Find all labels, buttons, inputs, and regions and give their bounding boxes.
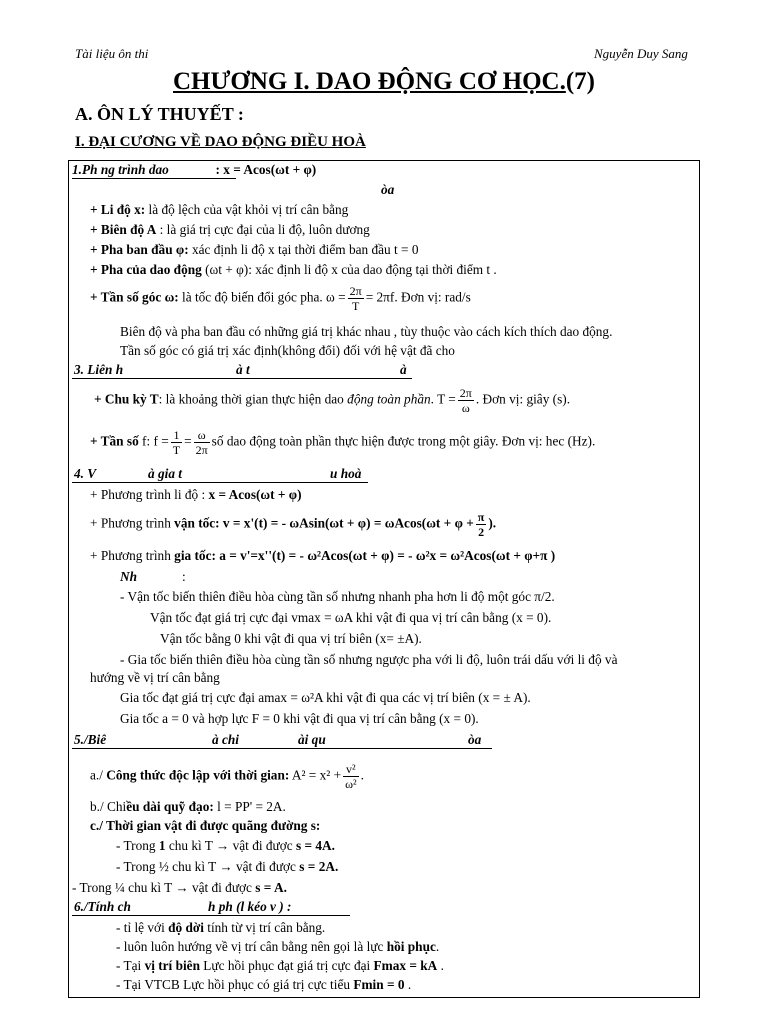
- fraction-num: 1: [171, 428, 182, 443]
- fraction-num: ω: [194, 428, 210, 443]
- s4-a1b: hướng về vị trí cân bằng: [90, 670, 220, 685]
- pha-ban-dau-text: xác định li độ x tại thời điểm ban đầu t = 0: [188, 242, 419, 257]
- s6-l3-mid: Lực hồi phục đạt giá trị cực đại: [199, 958, 374, 973]
- bien-do-text: : là giá trị cực đại của li độ, luôn dương: [156, 222, 370, 237]
- s1-heading: [72, 162, 316, 178]
- chu-ky-eq: . T =: [430, 391, 456, 407]
- s1-li-do: [90, 202, 348, 218]
- tan-so-goc-fraction: [348, 284, 364, 313]
- tan-so-label: + Tần số: [90, 433, 139, 449]
- fraction-den: T: [352, 299, 360, 313]
- fraction-num: v²: [343, 762, 359, 777]
- s6-l2-pre: - luôn luôn hướng về vị trí cân bằng nên gọi là lực: [116, 939, 387, 954]
- s4-v1: - Vận tốc biến thiên điều hòa cùng tần số nhưng nhanh pha hơn li độ một góc π/2.: [120, 589, 555, 604]
- s4-heading-a: 4. V: [74, 466, 97, 481]
- s5-c-label: c./ Thời gian vật đi được quãng đường s:: [90, 818, 321, 833]
- s4-line2-fraction: [476, 510, 487, 539]
- s5-c3-end: s = A.: [255, 880, 287, 895]
- s1-heading-formula: : x = Acos(ωt + φ): [215, 162, 317, 177]
- s6-l4-tail: .: [404, 977, 412, 992]
- s4-v3: Vận tốc bằng 0 khi vật đi qua vị trí biên (x= ±A).: [160, 631, 422, 646]
- s4-line2-bold2: : v = x'(t) = - ωAsin(ωt + φ) = ωAcos(ωt + φ +: [215, 515, 474, 531]
- s5-b-pre: b./ Chi: [90, 799, 127, 814]
- s3-tan-so: [90, 428, 595, 457]
- s6-heading-b: h ph (l kéo v ) :: [208, 899, 292, 914]
- s6-l2: [116, 939, 439, 955]
- s1-tan-so-goc: [90, 284, 471, 313]
- section-a-heading: A. ÔN LÝ THUYẾT :: [75, 104, 244, 124]
- s4-v2: Vận tốc đạt giá trị cực đại vmax = ωA khi vật đi qua vị trí cân bằng (x = 0).: [150, 610, 552, 625]
- chu-ky-tail: . Đơn vị: giây (s).: [475, 391, 571, 407]
- header-left: Tài liệu ôn thi: [75, 46, 149, 61]
- s6-l2-tail: .: [435, 939, 440, 954]
- s3-heading-a: 3. Liên h: [74, 362, 124, 377]
- s4-line2-tail: ).: [488, 515, 497, 531]
- chu-ky-italic: động toàn phần: [347, 391, 431, 407]
- s5-c2-pre: - Trong ½ chu kì T → vật đi được: [116, 859, 300, 874]
- tan-so-goc-tail: = 2πf. Đơn vị: rad/s: [365, 289, 471, 305]
- s5-c1-mid: chu kì T → vật đi được: [165, 838, 296, 853]
- s5-a-tail: .: [360, 767, 364, 783]
- s4-heading-c: u hoà: [330, 466, 362, 481]
- s4-line3-bold1: gia tốc: [174, 548, 212, 563]
- s6-l4-pre: - Tại VTCB Lực hồi phục có giá trị cực tiểu: [116, 977, 354, 992]
- s5-heading-a: 5./Biê: [74, 732, 107, 747]
- s4-a2: Gia tốc đạt giá trị cực đại amax = ω²A khi vật đi qua các vị trí biên (x = ± A).: [120, 690, 531, 705]
- s1-note1: Biên độ và pha ban đầu có những giá trị khác nhau , tùy thuộc vào cách kích thích dao động.: [120, 324, 613, 339]
- s6-l1-pre: - tỉ lệ với: [116, 920, 169, 935]
- s5-c1: [116, 838, 335, 854]
- s4-line2-pre: + Phương trình: [90, 515, 175, 531]
- li-do-text: là độ lệch của vật khỏi vị trí cân bằng: [145, 202, 349, 217]
- s6-l3-tail: .: [437, 958, 444, 973]
- s5-heading-d: òa: [468, 732, 482, 747]
- fraction-den: T: [172, 443, 181, 457]
- s5-c1-end: s = 4A.: [295, 838, 335, 853]
- s4-line3-bold2: : a = v'=x''(t) = - ω²Acos(ωt + φ) = - ω²x = ω²Acos(ωt + φ+π ): [211, 548, 556, 563]
- s5-b: [90, 799, 286, 815]
- pha-text: (ωt + φ): xác định li độ x của dao động tại thời điểm t .: [201, 262, 497, 277]
- s4-a3: Gia tốc a = 0 và hợp lực F = 0 khi vật đi qua vị trí cân bằng (x = 0).: [120, 711, 479, 726]
- s4-line2-bold1: vận tốc: [174, 515, 216, 531]
- tan-so-fraction-2: [194, 428, 210, 457]
- pha-ban-dau-label: + Pha ban đầu φ:: [90, 242, 189, 257]
- s5-a-fraction: [343, 762, 359, 791]
- s5-b-label: ều dài quỹ đạo:: [126, 799, 214, 814]
- s4-line3-pre: + Phương trình: [90, 548, 175, 563]
- s4-line1-pre: + Phương trình li độ :: [90, 487, 209, 502]
- s6-l1-bold: độ dời: [168, 920, 204, 935]
- s3-heading-b: à t: [236, 362, 250, 377]
- s6-l1-tail: tính từ vị trí cân bằng.: [203, 920, 326, 935]
- s6-l4-bold: Fmin = 0: [353, 977, 405, 992]
- s5-heading-underline: [72, 748, 492, 749]
- s1-heading-tail: òa: [381, 182, 395, 197]
- s3-chu-ky: [94, 386, 570, 415]
- chu-ky-label: + Chu kỳ T: [94, 391, 159, 407]
- s6-heading-underline: [72, 915, 350, 916]
- s1-pha: [90, 262, 497, 278]
- s6-l3: [116, 958, 444, 974]
- s5-a-label: Công thức độc lập với thời gian:: [106, 767, 290, 783]
- s1-heading-label: 1.Ph ng trình dao: [72, 162, 169, 177]
- li-do-label: + Li độ x:: [90, 202, 146, 217]
- tan-so-tail: số dao động toàn phần thực hiện được trong một giây. Đơn vị: hec (Hz).: [211, 433, 596, 449]
- s4-nh-a: Nh: [120, 569, 137, 584]
- s5-c3: [72, 880, 287, 896]
- bien-do-label: + Biên độ A: [90, 222, 157, 237]
- fraction-den: ω: [461, 401, 470, 415]
- fraction-den: ω²: [345, 777, 357, 791]
- s6-l2-bold: hồi phục: [386, 939, 436, 954]
- s6-l3-bold1: vị trí biên: [144, 958, 200, 973]
- tan-so-eq: =: [184, 433, 192, 449]
- fraction-num: 2π: [459, 386, 472, 400]
- s1-pha-ban-dau: [90, 242, 418, 258]
- s5-c2: [116, 859, 338, 875]
- s5-heading-c: ài qu: [298, 732, 326, 747]
- s4-heading-underline: [72, 482, 368, 483]
- s1-note2: Tần số góc có giá trị xác định(không đổi) đối với hệ vật đã cho: [120, 343, 455, 358]
- s4-nh-b: :: [182, 569, 186, 584]
- s6-l3-pre: - Tại: [116, 958, 145, 973]
- s4-heading-b: à gia t: [148, 466, 182, 481]
- s5-heading-b: à chi: [212, 732, 239, 747]
- chapter-title: [0, 68, 768, 96]
- s3-heading-underline: [72, 378, 412, 379]
- fraction-num: 2π: [349, 284, 362, 298]
- s6-heading-a: 6./Tính ch: [74, 899, 131, 914]
- s5-a-formula: A² = x² +: [289, 767, 342, 783]
- chu-ky-text: : là khoảng thời gian thực hiện dao: [158, 391, 348, 407]
- s6-l3-bold2: Fmax = kA: [373, 958, 438, 973]
- s5-b-text: l = PP' = 2A.: [213, 799, 286, 814]
- fraction-den: 2π: [195, 443, 208, 457]
- chapter-title-suffix: (7): [565, 68, 595, 95]
- chapter-title-main: CHƯƠNG I. DAO ĐỘNG CƠ HỌC.: [173, 68, 566, 95]
- s5-a: [90, 762, 364, 791]
- s4-line2: [90, 510, 496, 539]
- tan-so-goc-text: là tốc độ biến đổi góc pha. ω =: [178, 289, 346, 305]
- pha-label: + Pha của dao động: [90, 262, 202, 277]
- s4-line3: [90, 548, 555, 564]
- fraction-num: π: [477, 510, 485, 524]
- s5-c1-bold: 1: [158, 838, 166, 853]
- s4-a1: - Gia tốc biến thiên điều hòa cùng tần số nhưng ngược pha với li độ, luôn trái dấu với li độ và: [120, 652, 618, 667]
- s1-bien-do: [90, 222, 370, 238]
- s6-l4: [116, 977, 411, 993]
- s5-c: [90, 818, 320, 834]
- tan-so-f: f: f =: [138, 433, 169, 449]
- s1-heading-underline: [72, 178, 236, 179]
- tan-so-goc-label: + Tần số góc ω:: [90, 289, 179, 305]
- s4-line1: [90, 487, 302, 503]
- s3-heading-c: à: [400, 362, 407, 377]
- section-i-heading: I. ĐẠI CƯƠNG VỀ DAO ĐỘNG ĐIỀU HOÀ: [75, 134, 366, 150]
- s5-a-pre: a./: [90, 767, 107, 783]
- tan-so-fraction-1: [171, 428, 182, 457]
- s4-line1-bold: x = Acos(ωt + φ): [208, 487, 302, 502]
- header-right: Nguyễn Duy Sang: [594, 46, 688, 61]
- s5-c3-pre: - Trong ¼ chu kì T → vật đi được: [72, 880, 256, 895]
- s5-c2-end: s = 2A.: [299, 859, 339, 874]
- s5-c1-pre: - Trong: [116, 838, 159, 853]
- chu-ky-fraction: [458, 386, 474, 415]
- fraction-den: 2: [478, 525, 485, 539]
- s6-l1: [116, 920, 325, 936]
